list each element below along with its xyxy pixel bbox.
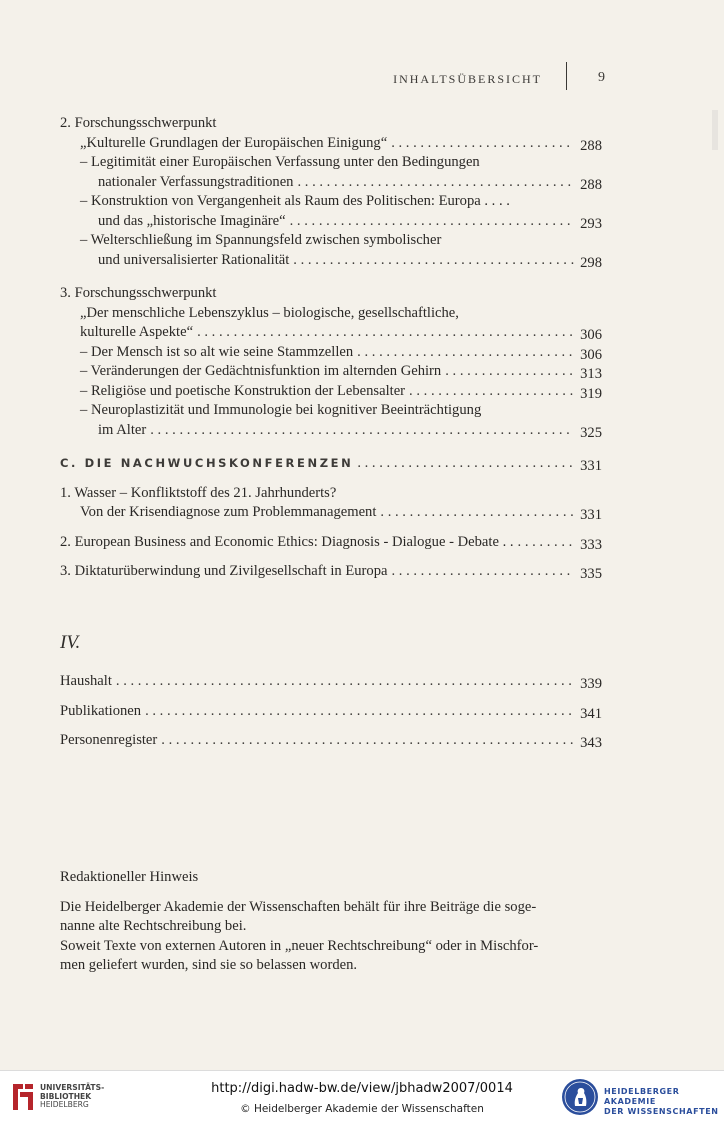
- toc-entry-text: kulturelle Aspekte“: [80, 324, 194, 340]
- running-head-rule: [566, 62, 567, 90]
- toc-entry-line: [60, 672, 602, 692]
- academy-name-line: HEIDELBERGER AKADEMIE: [604, 1087, 680, 1106]
- page-number: 9: [598, 70, 605, 85]
- toc-entry-line: [60, 533, 602, 553]
- toc-entry-text: „Der menschliche Lebenszyklus – biologische, gesellschaftliche,: [80, 304, 459, 321]
- library-name-line: UNIVERSITÄTS-: [40, 1083, 105, 1092]
- toc-entry-line: [60, 503, 602, 523]
- note-text: men geliefert wurden, sind sie so belassen worden.: [60, 957, 358, 973]
- toc-entry: [60, 672, 602, 692]
- toc-entry-text: Haushalt: [60, 673, 112, 689]
- dot-leader: [290, 212, 574, 232]
- toc-entry: [60, 702, 602, 722]
- dot-leader: [161, 731, 574, 751]
- toc-page-number: 288: [580, 176, 602, 192]
- dot-leader: [518, 533, 575, 553]
- toc-entry-text: Publikationen: [60, 702, 142, 719]
- dot-leader: [391, 562, 574, 582]
- toc-entry-line: [60, 134, 602, 154]
- toc-entry-text: 1. Wasser – Konfliktstoff des 21. Jahrhunderts?: [60, 484, 337, 501]
- toc-page-number: 293: [580, 215, 602, 231]
- toc-page-number: 288: [580, 137, 602, 153]
- toc-entry-line: [60, 702, 602, 722]
- note-text: Soweit Texte von externen Autoren in „neuer Rechtschreibung“ oder in Mischfor-: [60, 937, 539, 954]
- note-title: Redaktioneller Hinweis: [60, 869, 199, 885]
- academy-name-line: DER WISSENSCHAFTEN: [604, 1107, 719, 1116]
- toc-entry-line: [60, 251, 602, 271]
- toc-entry-line: [60, 421, 602, 441]
- toc-entry-line: [60, 562, 602, 582]
- dot-leader: [391, 134, 574, 154]
- toc-section-c: [60, 454, 602, 582]
- running-head-title: INHALTSÜBERSICHT: [393, 72, 542, 86]
- library-name-line: HEIDELBERG: [40, 1100, 89, 1110]
- toc-page-number: 339: [580, 676, 602, 692]
- toc-entry-text: und universalisierter Rationalität: [98, 251, 290, 268]
- note-text: nanne alte Rechtschreibung bei.: [60, 918, 247, 934]
- toc-entry-text: – Neuroplastizität und Immunologie bei kognitiver Beeinträchtigung: [80, 402, 482, 418]
- toc-entry-research-2: [60, 114, 602, 270]
- toc-page-number: 343: [580, 735, 602, 751]
- toc-page-number: 298: [580, 254, 602, 270]
- toc-entry-line: [60, 382, 602, 402]
- toc-entry-title: 2. Forschungsschwerpunkt: [60, 115, 217, 131]
- dot-leader: [297, 173, 574, 193]
- toc-entry-line: [60, 362, 602, 382]
- toc-entry: [60, 731, 602, 751]
- toc-page-number: 306: [580, 346, 602, 362]
- dot-leader: [197, 323, 574, 343]
- dot-leader: [357, 454, 574, 474]
- toc-entry-text: – Der Mensch ist so alt wie seine Stammzellen: [80, 343, 354, 360]
- dot-leader: [380, 503, 574, 523]
- table-of-contents: [60, 114, 602, 582]
- dot-leader: [445, 362, 574, 382]
- toc-page-number: 331: [580, 507, 602, 523]
- toc-page-number: 325: [580, 424, 602, 440]
- bleed-through-shadow: [602, 110, 718, 150]
- editorial-note: [60, 868, 610, 976]
- toc-entry-title: 3. Forschungsschwerpunkt: [60, 285, 217, 301]
- dot-leader: [357, 343, 574, 363]
- toc-entry-line: [60, 323, 602, 343]
- toc-page-number: 313: [580, 366, 602, 382]
- toc-page-number: 331: [580, 458, 602, 474]
- toc-entry-text: „Kulturelle Grundlagen der Europäischen Einigung“: [80, 134, 388, 151]
- section-heading: C. DIE NACHWUCHSKONFERENZEN: [60, 456, 354, 470]
- toc-entry-text: – Legitimität einer Europäischen Verfassung unter den Bedingungen: [80, 154, 480, 170]
- toc-entry-text: – Veränderungen der Gedächtnisfunktion im alternden Gehirn: [80, 363, 442, 379]
- toc-page-number: 319: [580, 385, 602, 401]
- note-text: Die Heidelberger Akademie der Wissenschaften behält für ihre Beiträge die soge-: [60, 898, 537, 915]
- toc-entry-line: [60, 212, 602, 232]
- toc-entry-text: – Welterschließung im Spannungsfeld zwischen symbolischer: [80, 232, 442, 248]
- running-head: [0, 70, 724, 92]
- dot-leader: [116, 672, 574, 692]
- copyright-notice: © Heidelberger Akademie der Wissenschaften: [240, 1103, 484, 1115]
- toc-entry-text: und das „historische Imaginäre“: [98, 212, 286, 229]
- toc-entry-text: – Religiöse und poetische Konstruktion der Lebensalter: [80, 382, 406, 399]
- toc-entry-text: Personenregister: [60, 732, 158, 748]
- dot-leader: [150, 421, 574, 441]
- toc-entry-line: [60, 343, 602, 363]
- toc-entry-research-3: [60, 284, 602, 440]
- digitization-footer: [0, 1070, 724, 1125]
- dot-leader: [145, 702, 574, 722]
- dot-leader: [293, 251, 574, 271]
- library-name-line: BIBLIOTHEK: [40, 1091, 92, 1101]
- table-of-contents-part-iv: [60, 672, 602, 761]
- toc-entry-line: [60, 454, 602, 474]
- toc-entry-text: im Alter: [98, 421, 147, 438]
- part-numeral: IV.: [60, 632, 81, 653]
- toc-page-number: 341: [580, 705, 602, 721]
- toc-page-number: 306: [580, 327, 602, 343]
- toc-entry-text: nationaler Verfassungstraditionen: [98, 173, 294, 190]
- academy-seal-icon[interactable]: [561, 1078, 599, 1116]
- source-url-link[interactable]: http://digi.hadw-bw.de/view/jbhadw2007/0014: [211, 1081, 513, 1096]
- toc-entry-text: Von der Krisendiagnose zum Problemmanagement: [80, 504, 377, 520]
- toc-entry-text: 3. Diktaturüberwindung und Zivilgesellschaft in Europa: [60, 563, 388, 579]
- toc-entry-line: [60, 173, 602, 193]
- academy-name: [604, 1087, 724, 1117]
- dot-leader: [409, 382, 574, 402]
- toc-page-number: 335: [580, 566, 602, 582]
- toc-entry-text: 2. European Business and Economic Ethics: Diagnosis - Dialogue - Debate . .: [60, 533, 514, 550]
- toc-entry-line: [60, 731, 602, 751]
- toc-page-number: 333: [580, 536, 602, 552]
- toc-entry-text: – Konstruktion von Vergangenheit als Raum des Politischen: Europa . . . .: [80, 193, 510, 209]
